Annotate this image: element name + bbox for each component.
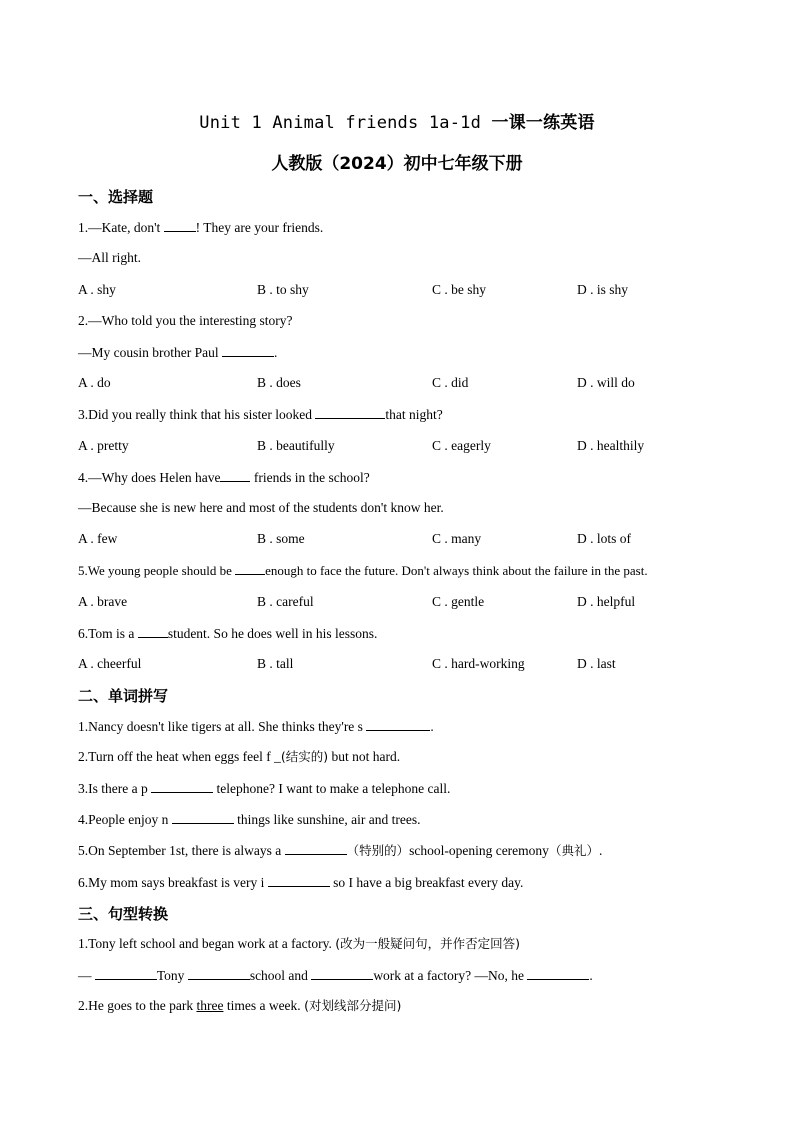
option-c: C . gentle	[432, 594, 485, 609]
question-6-options	[0, 656, 794, 672]
option-d: D . last	[577, 656, 616, 671]
question-1-options	[0, 282, 794, 298]
option-a: A . few	[78, 531, 118, 546]
option-a: A . pretty	[78, 438, 129, 453]
question-4: 4.—Why does Helen have friends in the school?	[78, 470, 370, 485]
question-2: 2.—Who told you the interesting story?	[78, 313, 293, 328]
option-a: A . brave	[78, 594, 128, 609]
option-c: C . eagerly	[432, 438, 491, 453]
transform-2: 2.He goes to the park three times a week. (对划线部分提问)	[78, 998, 402, 1013]
option-b: B . some	[257, 531, 305, 546]
spelling-6: 6.My mom says breakfast is very i so I have a big breakfast every day.	[78, 875, 524, 890]
section-heading-transform: 三、句型转换	[78, 905, 169, 923]
option-d: D . will do	[577, 375, 635, 390]
section-heading-spelling: 二、单词拼写	[78, 687, 169, 705]
option-a: A . do	[78, 375, 111, 390]
option-a: A . cheerful	[78, 656, 142, 671]
question-5: 5.We young people should be enough to face the future. Don't always think about the failure in the past.	[78, 563, 648, 578]
question-5-options	[0, 594, 794, 610]
question-2-options	[0, 375, 794, 391]
spelling-5: 5.On September 1st, there is always a （特别的）school-opening ceremony（典礼）.	[78, 843, 603, 858]
page-title: Unit 1 Animal friends 1a-1d 一课一练英语	[199, 113, 595, 133]
option-c: C . many	[432, 531, 482, 546]
spelling-1: 1.Nancy doesn't like tigers at all. She thinks they're s .	[78, 719, 434, 734]
question-2-reply: —My cousin brother Paul .	[78, 345, 278, 360]
option-b: B . to shy	[257, 282, 309, 297]
option-b: B . beautifully	[257, 438, 335, 453]
question-3-options	[0, 438, 794, 454]
question-3: 3.Did you really think that his sister looked that night?	[78, 407, 443, 422]
spelling-2: 2.Turn off the heat when eggs feel f _(结实的) but not hard.	[78, 749, 401, 764]
option-a: A . shy	[78, 282, 116, 297]
option-b: B . careful	[257, 594, 314, 609]
option-d: D . lots of	[577, 531, 631, 546]
option-b: B . does	[257, 375, 301, 390]
question-4-options	[0, 531, 794, 547]
question-6: 6.Tom is a student. So he does well in his lessons.	[78, 626, 378, 641]
section-heading-choice: 一、选择题	[78, 188, 154, 206]
page-subtitle: 人教版（2024）初中七年级下册	[271, 154, 523, 174]
transform-1: 1.Tony left school and began work at a factory. (改为一般疑问句，并作否定回答)	[78, 936, 520, 951]
question-1: 1.—Kate, don't ! They are your friends.	[78, 220, 324, 235]
option-d: D . helpful	[577, 594, 636, 609]
transform-1-answer: — Tony school and work at a factory? —No, he .	[78, 968, 593, 983]
question-4-reply: —Because she is new here and most of the students don't know her.	[78, 500, 444, 515]
option-c: C . did	[432, 375, 469, 390]
option-c: C . hard-working	[432, 656, 525, 671]
question-1-reply: —All right.	[78, 250, 141, 265]
option-d: D . healthily	[577, 438, 645, 453]
option-b: B . tall	[257, 656, 294, 671]
spelling-3: 3.Is there a p telephone? I want to make a telephone call.	[78, 781, 451, 796]
option-d: D . is shy	[577, 282, 629, 297]
spelling-4: 4.People enjoy n things like sunshine, air and trees.	[78, 812, 421, 827]
option-c: C . be shy	[432, 282, 486, 297]
